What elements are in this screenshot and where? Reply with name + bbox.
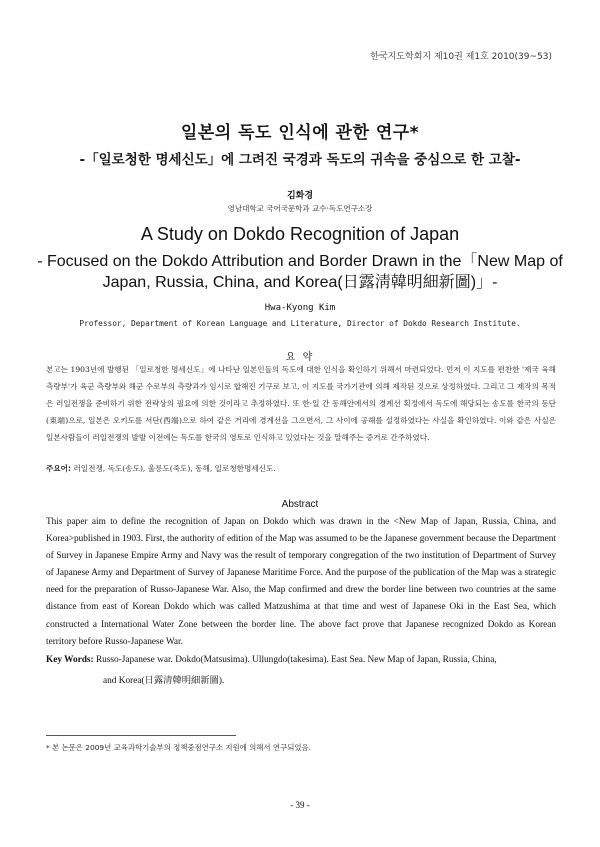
journal-header: 한국지도학회지 제10권 제1호 2010(39~53) bbox=[370, 52, 552, 62]
author-name-english: Hwa-Kyong Kim bbox=[264, 303, 336, 313]
keywords-korean-list: 러일전쟁, 독도(송도), 울릉도(죽도), 동해, 일로청한명세신도. bbox=[73, 464, 276, 473]
author-name-korean: 김화경 bbox=[286, 191, 314, 201]
keywords-english-line1: Russo-Japanese war. Dokdo(Matsusima). Ullungdo(takesima). East Sea. New Map of Japan, Russia, China, bbox=[95, 655, 497, 665]
author-affiliation-korean: 영남대학교 국어국문학과 교수·독도연구소장 bbox=[227, 204, 373, 213]
page-number: - 39 - bbox=[290, 800, 310, 810]
abstract-korean-text: 본고는 1903년에 발행된 「일로청한 명세신도」에 나타난 일본인들의 독도에 대한 인식을 확인하기 위해서 마련되었다. 먼저 이 지도를 편찬한 '제국 육해 측량부'가 육군 측량부와 해군 수로부의 측량과가 임시로 합해진 기구로 보고, 이 지도를 국가기관에 의해 제작된 것으로 상정하였다. 그리고 그 제작의 목적은 러일전쟁을 준비하기 위한 전략상의 필요에 의한 것이라고 추정하였다. 또 한·일 간 동해안에서의 경계선 획정에서 독도에 해당되는 송도를 한국의 동단(東端)으로, 일본은 오키도를 서단(西端)으로 하여 같은 거리에 경계선을 그으면서, 그 사이에 공해를 설정하였다는 사실을 확인하였다. 이와 같은 사실은 일본사람들이 러일전쟁의 발발 이전에는 독도를 한국의 영토로 인식하고 있었다는 것을 말해주는 증거로 간주하였다. bbox=[46, 365, 556, 442]
subtitle-korean: -「일로청한 명세신도」에 그려진 국경과 독도의 귀속을 중심으로 한 고찰- bbox=[79, 152, 521, 168]
title-korean: 일본의 독도 인식에 관한 연구* bbox=[180, 123, 420, 143]
abstract-korean-heading: 요 약 bbox=[285, 352, 315, 363]
keywords-korean bbox=[46, 463, 276, 474]
keywords-english-line2: and Korea(日露淸韓明細新圖). bbox=[103, 676, 225, 686]
keywords-english bbox=[46, 655, 497, 665]
keywords-korean-label: 주요어: bbox=[46, 464, 72, 473]
footnote: * 본 논문은 2009년 교육과학기술부의 정책중점연구소 지원에 의해서 연구되었음. bbox=[46, 743, 311, 752]
subtitle-english-line1: - Focused on the Dokdo Attribution and Border Drawn in the「New Map of bbox=[37, 253, 563, 270]
abstract-english-text: This paper aim to define the recognition of Japan on Dokdo which was drawn in the <New Map of Japan, Russia, China, and Korea>published in 1903. First, the authority of edition of the Map was assumed to be the Japanese government because the Department of Survey in Japanese Empire Army and Navy was the result of temporary congregation of the two institution of Department of Survey of Japanese Army and Department of Survey of Japanese Maritime Force. And the purpose of the publication of the Map was a strategic need for the preparation of Russo-Japanese War. Also, the Map confirmed and drew the border line between two countries at the same distance from east of Korean Dokdo which was called Matzushima at that time and west of Japanese Oki in the East Sea, which constructed a International Water Zone between the border line. The above fact prove that Japanese recognized Dokdo as Korean territory before Russo-Japanese War. bbox=[46, 517, 556, 647]
author-affiliation-english: Professor, Department of Korean Language and Literature, Director of Dokdo Research Institute. bbox=[79, 319, 521, 328]
abstract-english-heading: Abstract bbox=[281, 499, 319, 510]
subtitle-english-line2: Japan, Russia, China, and Korea(日露淸韓明細新圖)」- bbox=[102, 274, 498, 291]
title-english: A Study on Dokdo Recognition of Japan bbox=[140, 224, 460, 244]
footnote-divider bbox=[46, 735, 236, 736]
keywords-english-label: Key Words: bbox=[46, 655, 94, 665]
